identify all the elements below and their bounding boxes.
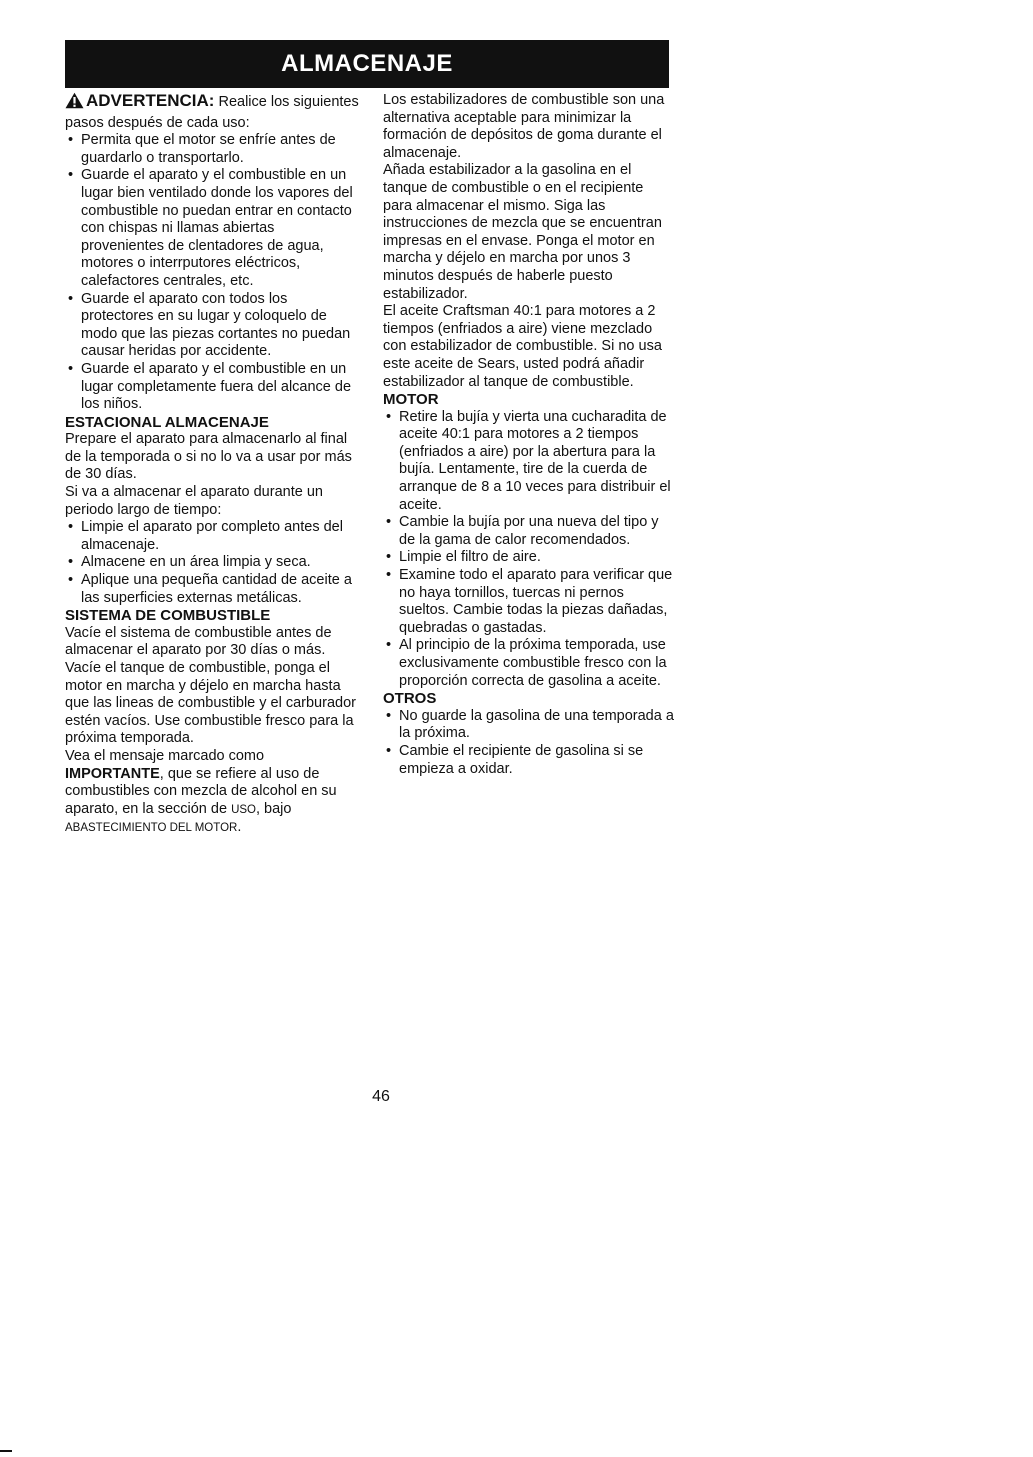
list-item: • Permita que el motor se enfríe antes de guardarlo o transportarlo. [65,132,360,167]
left-column [65,92,360,838]
text-run: Vea el mensaje marcado como [65,747,265,764]
paragraph: Prepare el aparato para almacenarlo al final de la temporada o si no lo va a usar por más de 30 días. [65,431,352,483]
paragraph: Añada estabilizador a la gasolina en el tanque de combustible o en el recipiente para almacenar el mismo. Siga las instrucciones de mezcla que se encuentran impresas en el envase. Ponga el motor en marcha y déjelo en marcha por unos 3 minutos después de haberle puesto estabilizador. [383,162,662,302]
warning-icon [65,92,84,115]
motor-list [383,409,675,691]
text-run: . [237,819,242,836]
list-item: • Aplique una pequeña cantidad de aceite a las superficies externas metálicas. [65,572,360,607]
warning-label: ADVERTENCIA: [86,91,215,110]
list-item: • Cambie la bujía por una nueva del tipo y de la gama de calor recomendados. [383,514,675,549]
list-item: • Guarde el aparato y el combustible en un lugar bien ventilado donde los vapores del combustible no puedan entrar en contacto con chispas ni llamas abiertas provenientes de clentadores de agua, motores o interrputores eléctricos, calefactores centrales, etc. [65,167,360,290]
list-item: • Cambie el recipiente de gasolina si se empieza a oxidar. [383,743,675,778]
list-item: • Guarde el aparato con todos los protectores en su lugar y coloquelo de modo que las piezas cortantes no puedan causar heridas por accidente. [65,291,360,361]
list-item: • Limpie el aparato por completo antes del almacenaje. [65,519,360,554]
section-heading-seasonal: ESTACIONAL ALMACENAJE [65,413,269,431]
section-ref: ABASTECIMIENTO DEL MOTOR [65,822,238,835]
list-item: • Limpie el filtro de aire. [383,549,675,567]
page-number: 46 [372,1088,390,1105]
right-column [383,92,675,778]
section-heading-motor: MOTOR [383,391,439,409]
list-item: • No guarde la gasolina de una temporada a la próxima. [383,708,675,743]
list-item: • Guarde el aparato y el combustible en un lugar completamente fuera del alcance de los niños. [65,361,360,414]
list-item: • Examine todo el aparato para verificar que no haya tornillos, tuercas ni pernos sueltos. Cambie todas la piezas dañadas, quebradas o gastadas. [383,567,675,637]
section-heading-others: OTROS [383,690,437,708]
corner-mark [0,1450,12,1452]
paragraph: Los estabilizadores de combustible son una alternativa aceptable para minimizar la formación de depósitos de goma durante el almacenaje. [383,92,665,161]
list-item: • Retire la bujía y vierta una cucharadita de aceite 40:1 para motores a 2 tiempos (enfriados a aire) por la abertura para la bujía. Lentamente, tire de la cuerda de arranque de 8 a 10 veces para distribuir el aceite. [383,409,675,515]
section-ref: USO [231,803,256,816]
paragraph: El aceite Craftsman 40:1 para motores a 2 tiempos (enfriados a aire) viene mezclado con estabilizador de combustible. Si no usa este aceite de Sears, usted podrá añadir estabilizador al tanque de combustible. [383,303,662,390]
paragraph: Vacíe el sistema de combustible antes de almacenar el aparato por 30 días o más. Vacíe el tanque de combustible, ponga el motor en marcha y déjelo en marcha hasta que las lineas de combustible y el carburador estén vacíos. Use combustible fresco para la próxima temporada. [65,624,356,747]
seasonal-list [65,519,360,607]
paragraph [65,748,360,838]
list-item: • Al principio de la próxima temporada, use exclusivamente combustible fresco con la proporción correcta de gasolina a aceite. [383,637,675,690]
page-title: ALMACENAJE [65,40,669,88]
text-run: , bajo [255,800,292,817]
text-run: , que se refiere al uso de combustibles con mezcla de alcohol en su aparato, en la sección de [65,765,337,817]
warning-intro: Realice los siguientes pasos después de cada uso: [65,94,359,131]
important-label: IMPORTANTE [65,765,160,782]
warning-list [65,132,360,414]
others-list [383,708,675,778]
warning-paragraph [65,92,360,132]
paragraph: Si va a almacenar el aparato durante un periodo largo de tiempo: [65,484,323,518]
section-heading-fuel-system: SISTEMA DE COMBUSTIBLE [65,607,271,625]
list-item: • Almacene en un área limpia y seca. [65,554,360,572]
